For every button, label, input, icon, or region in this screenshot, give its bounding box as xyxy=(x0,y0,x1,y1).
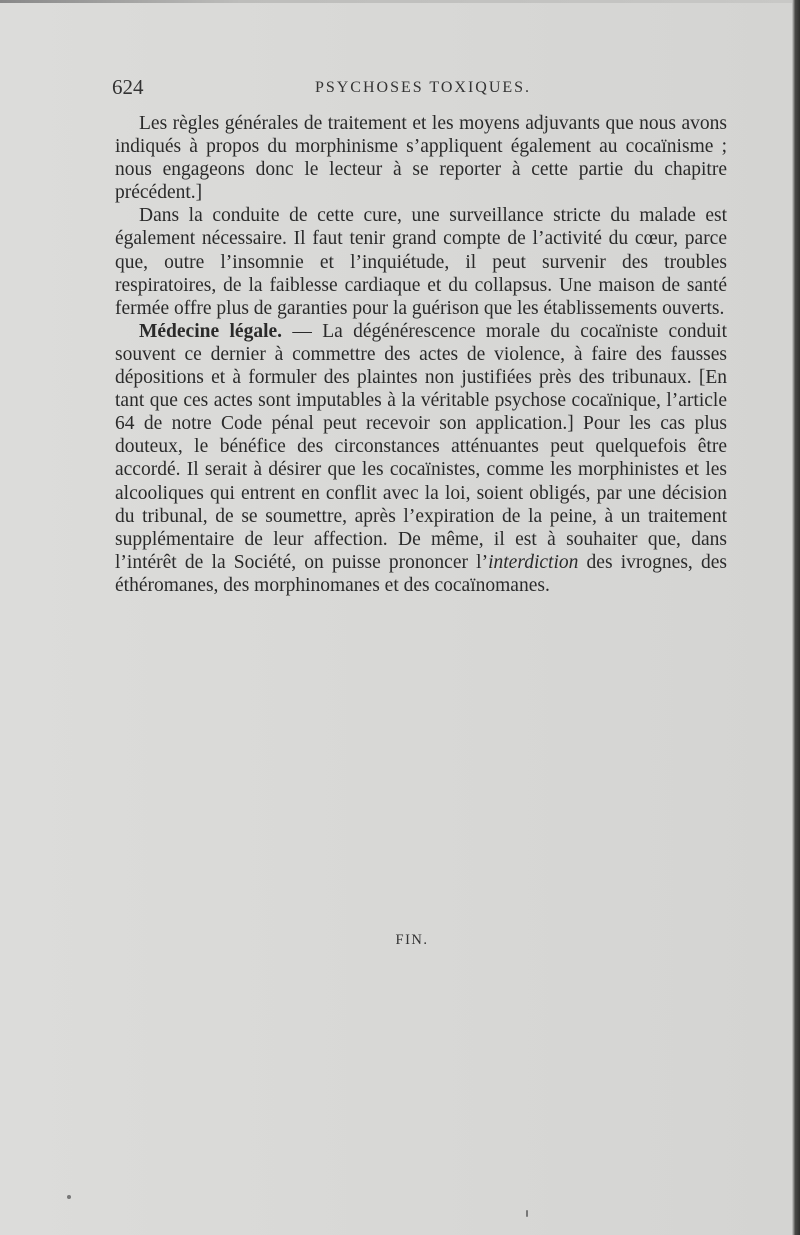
page-binding-edge xyxy=(792,0,800,1235)
paragraph-legal-medicine xyxy=(115,320,727,597)
running-head xyxy=(112,75,726,105)
legal-medicine-text: — La dégénérescence morale du cocaïniste conduit souvent ce dernier à commettre des actes de violence, à faire des fausses dépositions et à formuler des plaintes non justifiées près des tribunaux. [En tant que ces actes sont imputables à la véritable psychose cocaïnique, l’article 64 de notre Code pénal peut recevoir son application.] Pour les cas plus douteux, le bénéfice des circonstances atténuantes peut quelquefois être accordé. Il serait à désirer que les cocaïnistes, comme les morphinistes et les alcooliques qui entrent en conflit avec la loi, soient obligés, par une décision du tribunal, de se soumettre, après l’expiration de la peine, à un traitement supplémentaire de leur affection. De même, il est à souhaiter que, dans l’intérêt de la Société, on puisse prononcer l’ xyxy=(115,320,727,573)
page-top-edge xyxy=(0,0,800,3)
section-heading-legal-medicine: Médecine légale. xyxy=(139,320,283,342)
body-text xyxy=(115,112,727,597)
paragraph-cure-surveillance: Dans la conduite de cette cure, une surveillance stricte du malade est également nécessaire. Il faut tenir grand compte de l’activité du cœur, parce que, outre l’insomnie et l’inquiétude, il peut survenir des troubles respiratoires, de la faiblesse cardiaque et du collapsus. Une maison de santé fermée offre plus de garanties pour la guérison que les établissements ouverts. xyxy=(115,205,727,319)
running-title: PSYCHOSES TOXIQUES. xyxy=(314,79,532,96)
paper-speck xyxy=(526,1210,528,1217)
end-mark: FIN. xyxy=(395,932,429,948)
paper-speck xyxy=(67,1195,71,1199)
legal-medicine-text-end: des ivrognes, des éthéromanes, des morphinomanes et des cocaïnomanes. xyxy=(115,551,727,596)
paragraph-treatment-rules: Les règles générales de traitement et les moyens adjuvants que nous avons indiqués à propos du morphinisme s’appliquent également au cocaïnisme ; nous engageons donc le lecteur à se reporter à cette partie du chapitre précédent.] xyxy=(115,113,727,204)
italic-term: interdiction xyxy=(488,551,579,573)
page-number: 624 xyxy=(112,75,144,99)
